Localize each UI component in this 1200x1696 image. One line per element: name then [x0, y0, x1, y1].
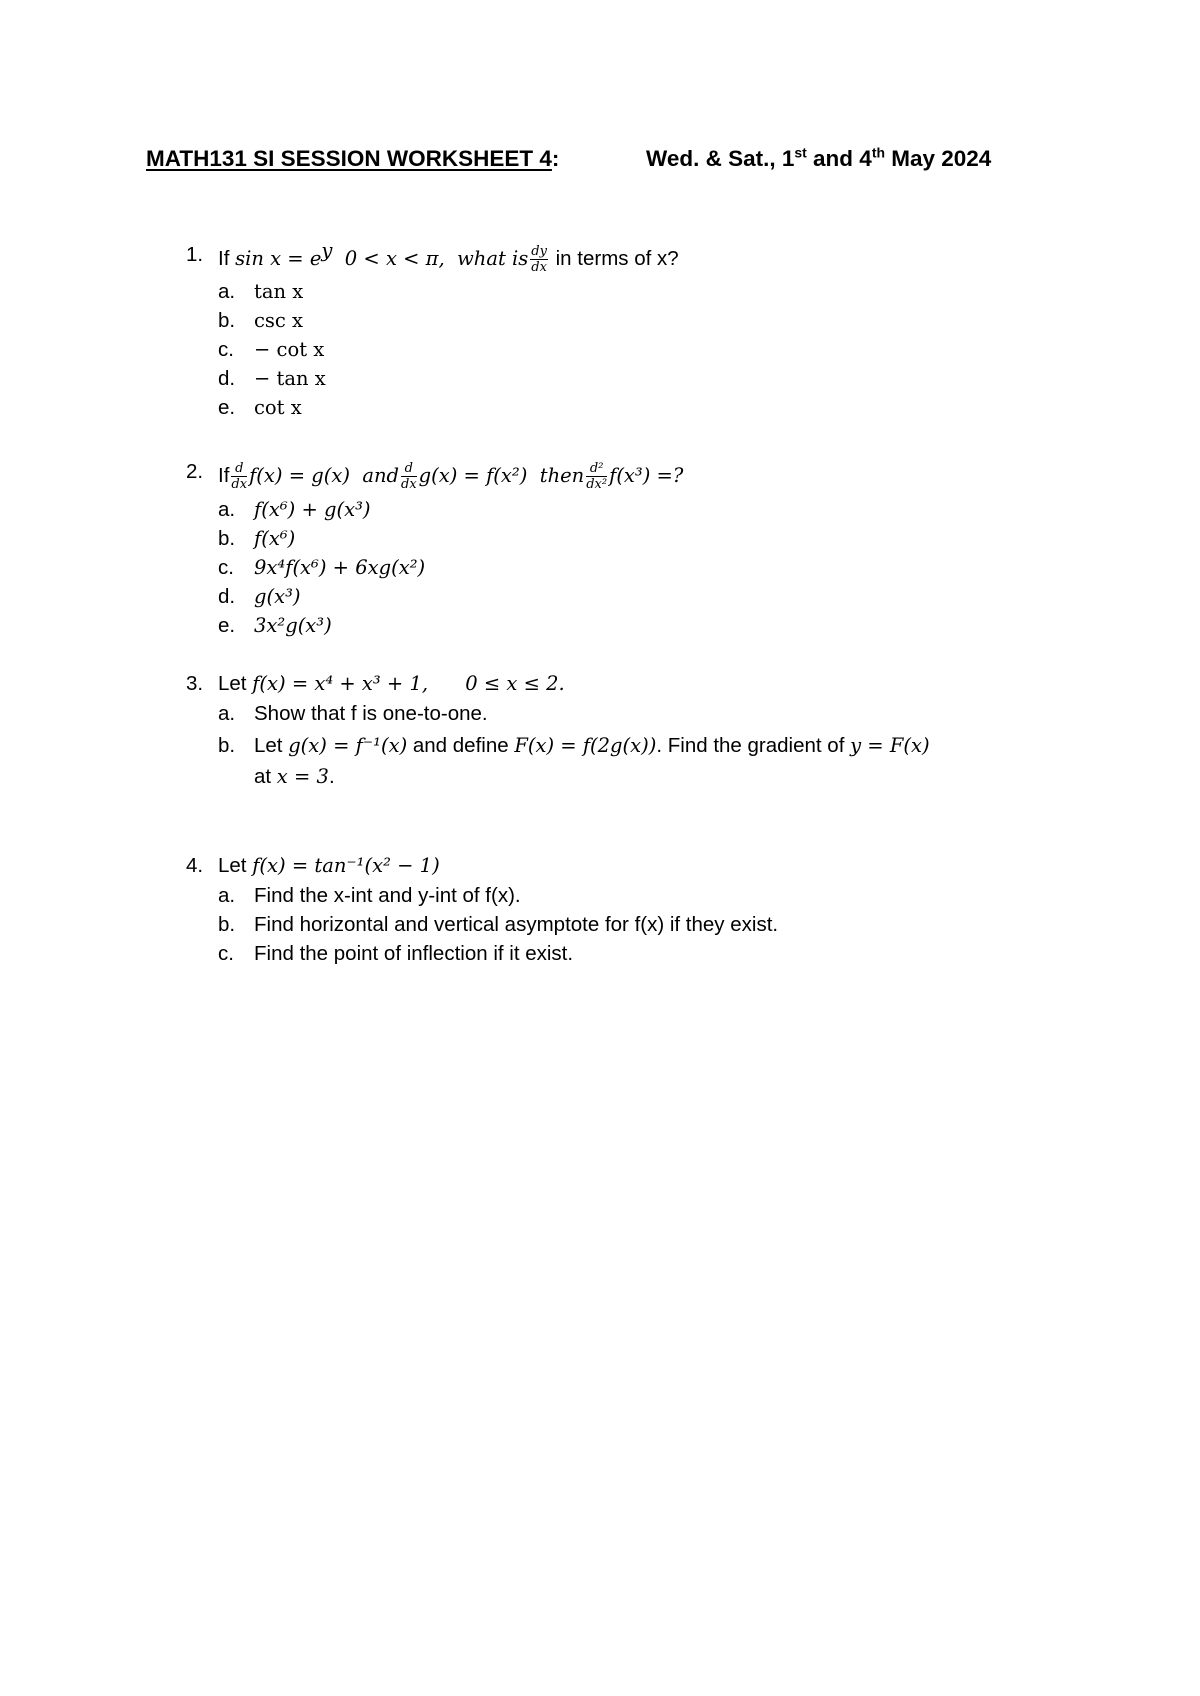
part-label: c.: [218, 942, 234, 965]
date-part: Wed. & Sat., 1: [646, 146, 795, 171]
part-text-segment: at: [254, 765, 277, 788]
fraction-numerator: d: [231, 462, 247, 477]
question-stem: [218, 674, 565, 695]
math-expression: g(x) = f(x²) then: [418, 463, 585, 487]
option-text: 3x²g(x³): [254, 614, 332, 637]
math-expression: f(x³) =?: [609, 463, 684, 487]
stem-text: If: [218, 463, 230, 487]
option-text: f(x⁶): [254, 527, 296, 550]
derivative-fraction: [530, 245, 548, 274]
question-number: 1.: [186, 243, 204, 266]
part-label: b.: [218, 734, 236, 757]
part-text: Show that f is one-to-one.: [254, 702, 488, 725]
part-text: Find horizontal and vertical asymptote for f(x) if they exist.: [254, 913, 779, 936]
option-label: b.: [218, 527, 236, 550]
option-text: − cot x: [254, 338, 325, 361]
option-label: d.: [218, 367, 236, 390]
part-text-segment: .: [328, 765, 335, 788]
question-stem: [218, 856, 440, 877]
option-label: c.: [218, 338, 234, 361]
math-expression: 0 < x < π, what is: [332, 246, 529, 270]
math-expression: f(x) = g(x) and: [249, 463, 399, 487]
math-expression: f(x) = x⁴ + x³ + 1, 0 ≤ x ≤ 2.: [252, 672, 565, 695]
date-superscript: st: [794, 144, 807, 161]
math-expression: g(x) = f⁻¹(x): [288, 734, 408, 757]
part-text-segment: and define: [407, 734, 515, 757]
part-label: a.: [218, 884, 236, 907]
option-label: a.: [218, 498, 236, 521]
date-superscript: th: [871, 144, 885, 161]
question-number: 3.: [186, 672, 204, 695]
option-label: e.: [218, 614, 236, 637]
date-part: May 2024: [884, 146, 992, 171]
math-expression: sin x = e: [235, 246, 322, 270]
option-label: b.: [218, 309, 236, 332]
option-label: a.: [218, 280, 236, 303]
derivative-fraction: [231, 462, 247, 491]
worksheet-title: MATH131 SI SESSION WORKSHEET 4: [146, 146, 552, 171]
worksheet-header: [146, 144, 992, 172]
question-number: 2.: [186, 460, 204, 483]
option-text: csc x: [254, 309, 304, 332]
question-stem: [218, 462, 683, 491]
title-colon: :: [551, 146, 560, 171]
session-date: [646, 146, 991, 172]
option-text: f(x⁶) + g(x³): [254, 498, 371, 521]
part-text: [254, 767, 335, 788]
derivative-fraction: [401, 462, 417, 491]
question-number: 4.: [186, 854, 204, 877]
option-text: 9x⁴f(x⁶) + 6xg(x²): [254, 556, 426, 579]
option-text: − tan x: [254, 367, 326, 390]
option-label: e.: [218, 396, 236, 419]
stem-text: in terms of x?: [549, 246, 679, 270]
fraction-denominator: dx: [531, 260, 547, 275]
math-expression: f(x) = tan⁻¹(x² − 1): [252, 854, 440, 877]
fraction-numerator: d: [401, 462, 417, 477]
fraction-numerator: d²: [586, 462, 607, 477]
option-label: c.: [218, 556, 234, 579]
stem-text: Let: [218, 672, 253, 695]
part-text: Find the point of inflection if it exist.: [254, 942, 574, 965]
math-expression: F(x) = f(2g(x)): [514, 734, 657, 757]
fraction-numerator: dy: [531, 244, 547, 259]
part-text-segment: . Find the gradient of: [656, 734, 851, 757]
question-stem: [218, 239, 679, 275]
fraction-denominator: dx²: [586, 477, 608, 492]
part-text-segment: Let: [254, 734, 289, 757]
stem-text: Let: [218, 854, 253, 877]
fraction-denominator: dx: [231, 477, 248, 492]
math-expression: x = 3: [276, 765, 329, 788]
option-label: d.: [218, 585, 236, 608]
option-text: tan x: [254, 280, 304, 303]
stem-text: If: [218, 246, 236, 270]
math-superscript: y: [321, 239, 333, 263]
option-text: g(x³): [254, 585, 301, 608]
part-label: a.: [218, 702, 236, 725]
date-part: and 4: [806, 146, 872, 171]
derivative-fraction: [586, 462, 607, 491]
option-text: cot x: [254, 396, 302, 419]
part-text: Find the x-int and y-int of f(x).: [254, 884, 521, 907]
math-expression: y = F(x): [850, 734, 930, 757]
part-label: b.: [218, 913, 236, 936]
fraction-denominator: dx: [401, 477, 417, 492]
part-text: [254, 736, 930, 757]
